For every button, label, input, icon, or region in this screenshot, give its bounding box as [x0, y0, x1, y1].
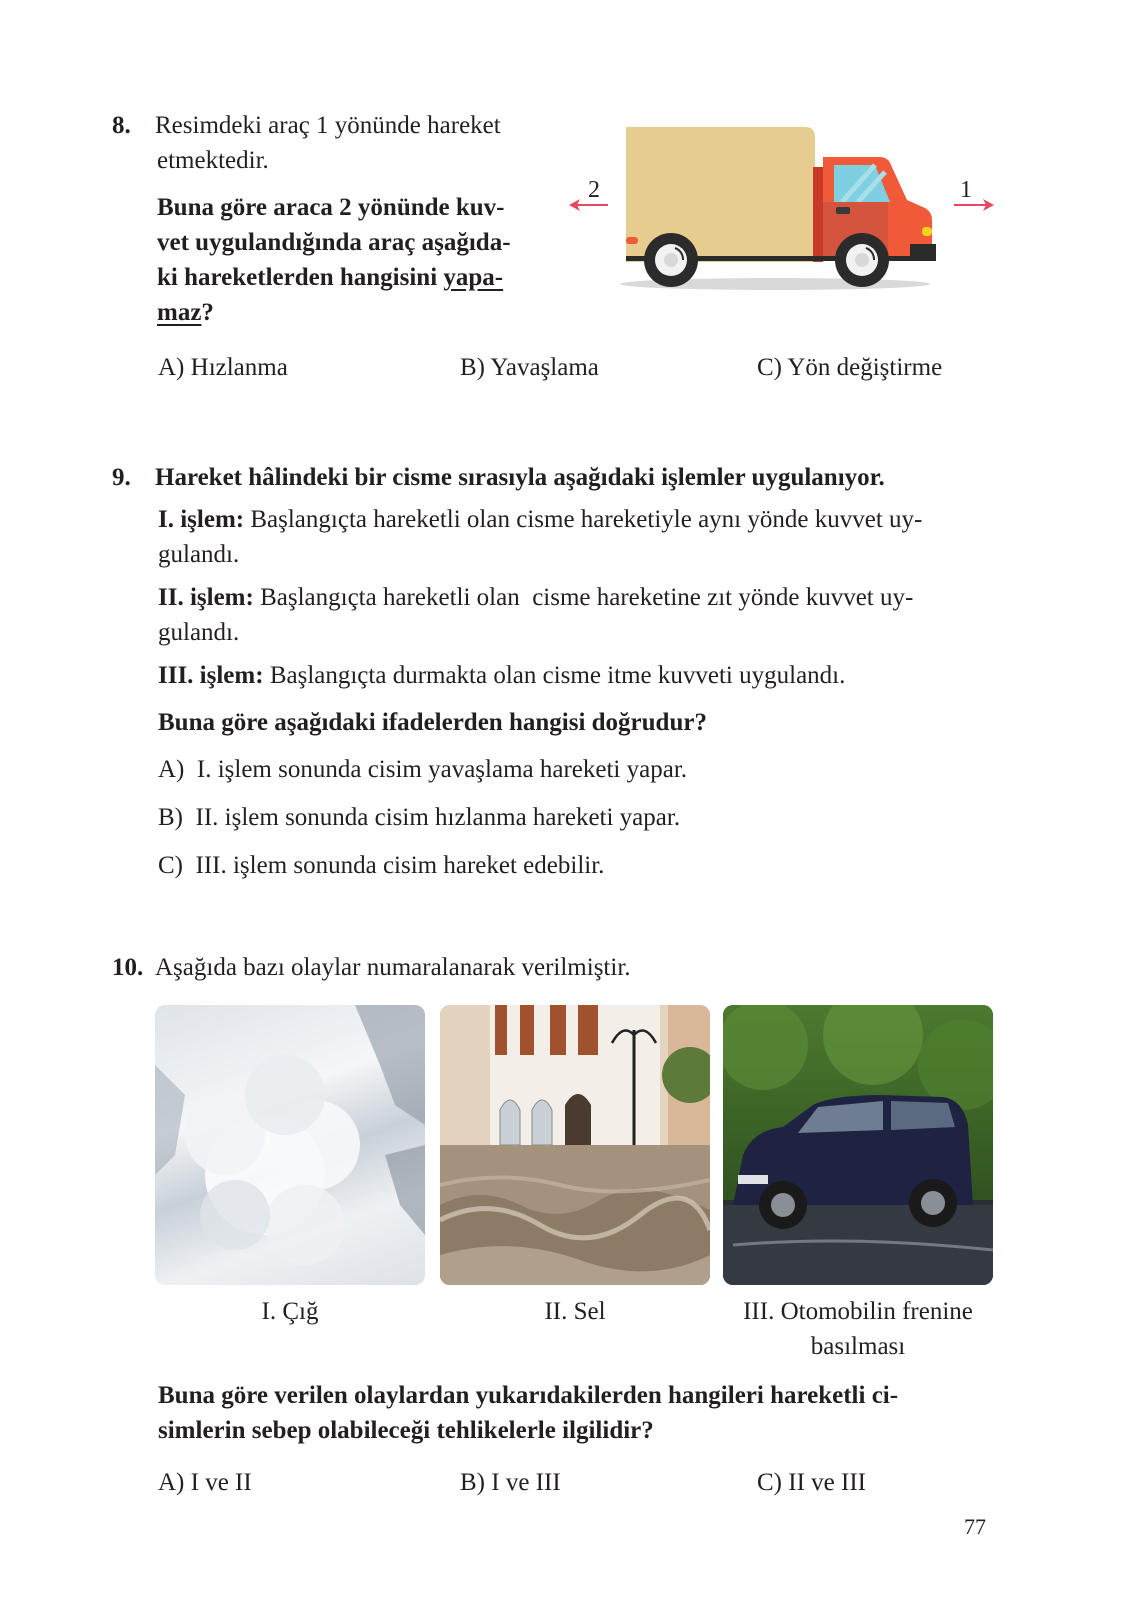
option-letter: A)	[158, 756, 185, 783]
avalanche-image	[155, 1005, 425, 1285]
arrow-left-icon	[568, 198, 610, 212]
step-1	[158, 502, 922, 537]
option-letter: B)	[158, 804, 183, 831]
car-image	[723, 1005, 993, 1285]
car-braking-photo	[723, 1005, 993, 1285]
option-a[interactable]	[158, 1465, 252, 1500]
flood-image	[440, 1005, 710, 1285]
question-prompt: simlerin sebep olabileceği tehlikelerle ilgilidir?	[158, 1417, 654, 1444]
option-text: III. işlem sonunda cisim hareket edebilir.	[195, 852, 605, 879]
question-prompt: Buna göre aşağıdaki ifadelerden hangisi doğrudur?	[158, 709, 707, 736]
option-text: I ve II	[190, 1469, 252, 1496]
truck-icon	[620, 120, 940, 295]
step-label: III. işlem:	[158, 662, 264, 689]
prompt-text: ki hareketlerden hangisini	[157, 264, 444, 291]
option-text: II ve III	[788, 1469, 866, 1496]
question-stem: Hareket hâlindeki bir cisme sırasıyla aşağıdaki işlemler uygulanıyor.	[155, 464, 885, 491]
step-label: II. işlem:	[158, 584, 254, 611]
step-text: Başlangıçta durmakta olan cisme itme kuvveti uygulandı.	[263, 662, 846, 689]
option-b[interactable]	[158, 800, 680, 835]
question-stem: Resimdeki araç 1 yönünde hareket	[155, 112, 501, 139]
option-text: II. işlem sonunda cisim hızlanma hareketi yapar.	[195, 804, 681, 831]
question-prompt	[157, 295, 214, 330]
step-2-continued: gulandı.	[158, 619, 240, 646]
option-c[interactable]	[757, 1465, 866, 1500]
option-letter: A)	[158, 1469, 185, 1496]
option-letter: C)	[757, 1469, 782, 1496]
question-mark: ?	[201, 299, 214, 326]
flood-photo	[440, 1005, 710, 1285]
option-text: I ve III	[491, 1469, 561, 1496]
option-a[interactable]	[158, 752, 687, 787]
step-2	[158, 580, 913, 615]
option-letter: C)	[757, 354, 782, 381]
question-stem: etmektedir.	[157, 147, 269, 174]
caption-flood: II. Sel	[544, 1298, 606, 1325]
emphasis-underline: maz	[157, 299, 202, 326]
caption-car-braking-continued: basılması	[810, 1333, 906, 1360]
option-text: Hızlanma	[190, 354, 288, 381]
option-c[interactable]	[757, 350, 942, 385]
arrow-right-icon	[953, 198, 995, 212]
question-prompt: vet uygulandığında araç aşağıda-	[157, 229, 511, 256]
option-text: Yavaşlama	[490, 354, 599, 381]
question-number: 8.	[112, 112, 131, 139]
question-number: 10.	[112, 954, 144, 981]
option-b[interactable]	[460, 350, 599, 385]
step-text: Başlangıçta hareketli olan cisme hareketine zıt yönde kuvvet uy-	[253, 584, 914, 611]
emphasis-underline: yapa-	[443, 264, 504, 291]
caption-avalanche: I. Çığ	[261, 1298, 319, 1325]
avalanche-photo	[155, 1005, 425, 1285]
question-number: 9.	[112, 464, 131, 491]
option-a[interactable]	[158, 350, 288, 385]
page-number: 77	[964, 1514, 986, 1539]
option-letter: B)	[460, 354, 485, 381]
step-label: I. işlem:	[158, 506, 245, 533]
question-prompt	[157, 260, 503, 295]
step-3	[158, 658, 845, 693]
option-letter: C)	[158, 852, 183, 879]
question-prompt: Buna göre araca 2 yönünde kuv-	[157, 194, 505, 221]
step-text: Başlangıçta hareketli olan cisme hareketiyle aynı yönde kuvvet uy-	[244, 506, 923, 533]
direction-label-2: 2	[588, 177, 600, 203]
option-text: Yön değiştirme	[787, 354, 943, 381]
option-c[interactable]	[158, 848, 604, 883]
step-1-continued: gulandı.	[158, 541, 240, 568]
caption-car-braking: III. Otomobilin frenine	[743, 1298, 973, 1325]
question-stem: Aşağıda bazı olaylar numaralanarak verilmiştir.	[155, 954, 631, 981]
option-text: I. işlem sonunda cisim yavaşlama hareketi yapar.	[196, 756, 688, 783]
truck-figure	[560, 120, 1000, 300]
option-letter: B)	[460, 1469, 485, 1496]
option-letter: A)	[158, 354, 185, 381]
option-b[interactable]	[460, 1465, 561, 1500]
question-prompt: Buna göre verilen olaylardan yukarıdakilerden hangileri hareketli ci-	[158, 1382, 899, 1409]
direction-label-1: 1	[960, 177, 972, 203]
